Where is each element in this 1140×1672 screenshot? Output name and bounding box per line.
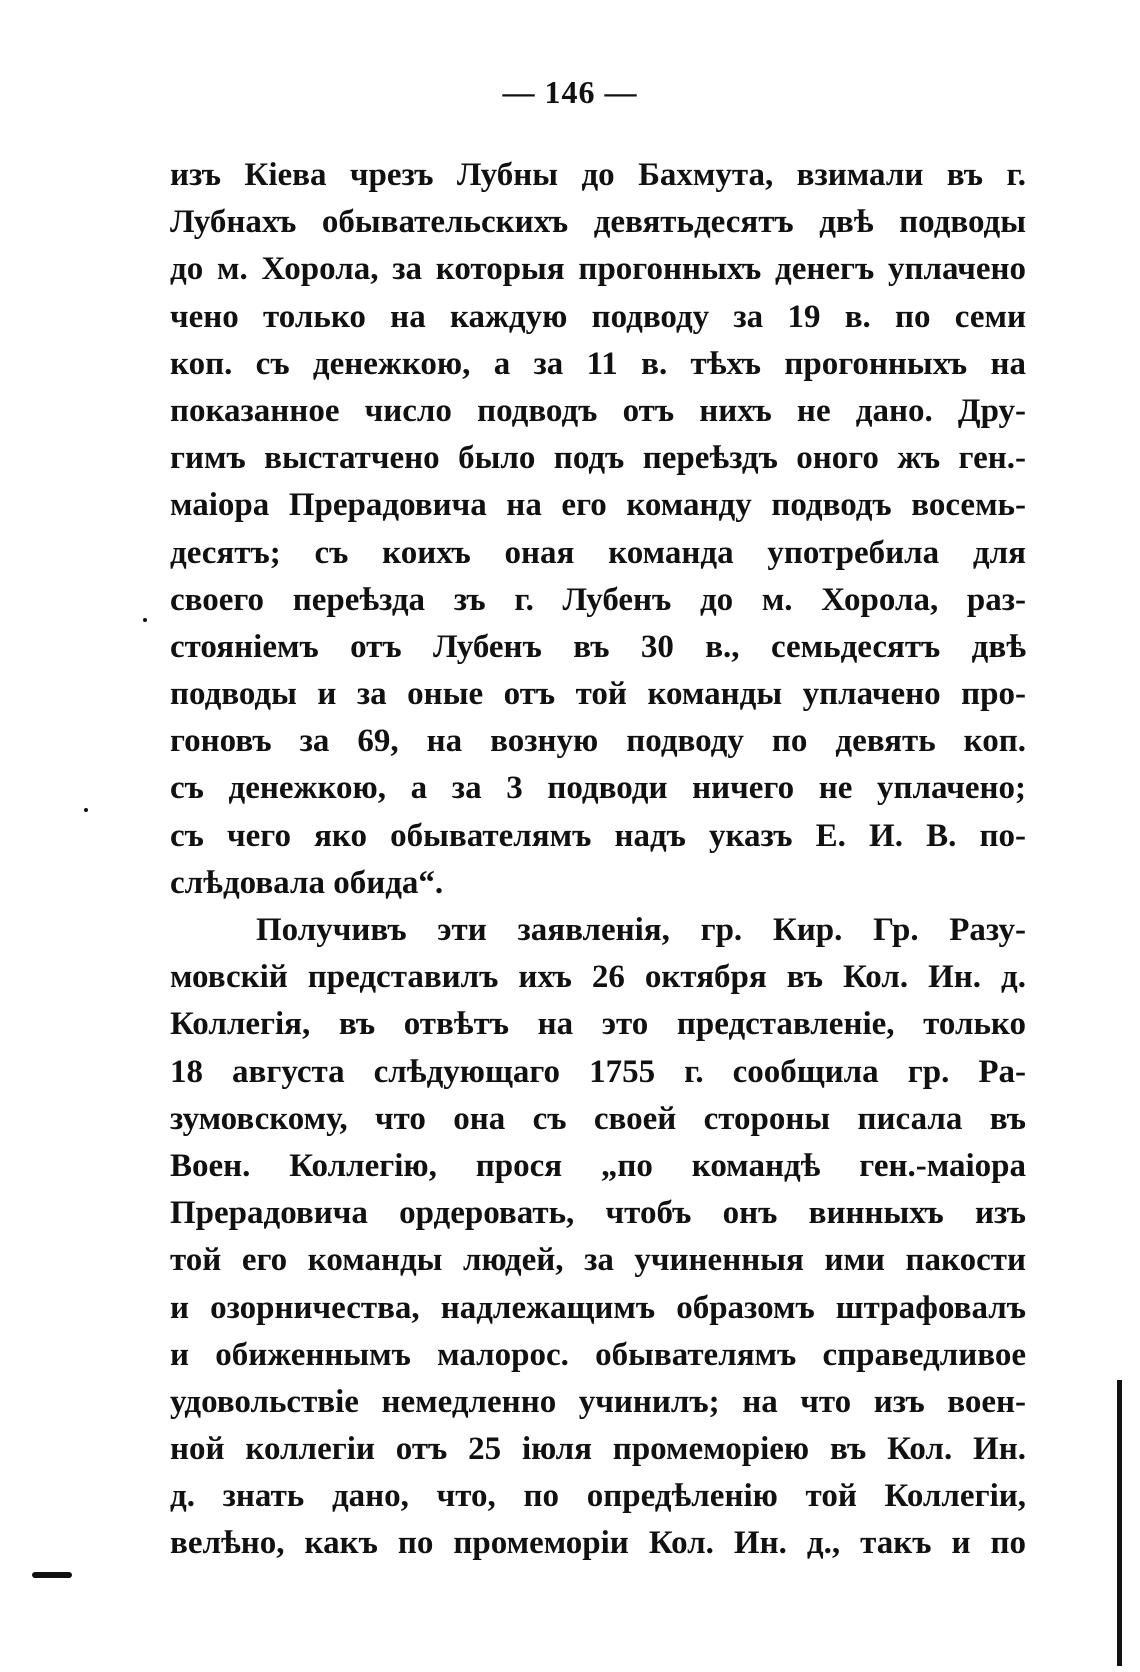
text-line: Прерадовича ордеровать, чтобъ онъ винныхъ изъ: [170, 1195, 1026, 1232]
text-line: гимъ выстатчено было подъ переѣздъ оного жъ ген.-: [170, 440, 1026, 477]
text-line: ной коллегіи отъ 25 іюля промеморіею въ Кол. Ин.: [170, 1431, 1026, 1468]
text-line: подводы и за оные отъ той команды уплачено про-: [170, 676, 1026, 713]
text-line: 18 августа слѣдующаго 1755 г. сообщила гр. Ра-: [170, 1053, 1026, 1090]
text-line: гоновъ за 69, на возную подводу по девять коп.: [170, 723, 1026, 760]
text-line: мовскій представилъ ихъ 26 октября въ Кол. Ин. д.: [170, 959, 1026, 996]
text-line: Коллегія, въ отвѣтъ на это представленіе, только: [170, 1006, 1026, 1043]
text-line: десятъ; съ коихъ оная команда употребила для: [170, 534, 1026, 571]
text-line: коп. съ денежкою, а за 11 в. тѣхъ прогонныхъ на: [170, 345, 1026, 382]
text-line: Воен. Коллегію, прося „по командѣ ген.-маіора: [170, 1147, 1026, 1184]
text-line: той его команды людей, за учиненныя ими пакости: [170, 1242, 1026, 1279]
scan-artifact-dot: [84, 808, 88, 812]
page-number: — 146 —: [502, 74, 638, 110]
text-line: съ денежкою, а за 3 подводи ничего не уплачено;: [170, 770, 1026, 807]
body-text: [170, 152, 1026, 1568]
text-line: показанное число подводъ отъ нихъ не дано. Дру-: [170, 392, 1026, 429]
scan-artifact-dot: [143, 618, 147, 622]
text-line: и озорничества, надлежащимъ образомъ штрафовалъ: [170, 1289, 1026, 1326]
text-line: до м. Хорола, за которыя прогонныхъ денегъ уплачено: [170, 251, 1026, 288]
scan-artifact-dash: [32, 1572, 72, 1578]
text-line: зумовскому, что она съ своей стороны писала въ: [170, 1100, 1026, 1137]
text-line: велѣно, какъ по промеморіи Кол. Ин. д., такъ и по: [170, 1525, 1026, 1562]
text-line: стояніемъ отъ Лубенъ въ 30 в., семьдесятъ двѣ: [170, 628, 1026, 665]
text-line: Лубнахъ обывательскихъ девятьдесятъ двѣ подводы: [170, 204, 1026, 241]
paragraph-start-line: Получивъ эти заявленія, гр. Кир. Гр. Разу-: [256, 912, 1026, 948]
text-line: съ чего яко обывателямъ надъ указъ Е. И. В. по-: [170, 817, 1026, 854]
text-line: маіора Прерадовича на его команду подводъ восемь-: [170, 487, 1026, 524]
text-line: слѣдовала обида“.: [170, 864, 444, 901]
text-line: д. знать дано, что, по опредѣленію той Коллегіи,: [170, 1478, 1026, 1515]
text-line: удовольствіе немедленно учинилъ; на что изъ воен-: [170, 1383, 1026, 1420]
scan-artifact-edge-bar: [1117, 1380, 1122, 1666]
text-line: своего переѣзда зъ г. Лубенъ до м. Хорола, раз-: [170, 581, 1026, 618]
text-line: чено только на каждую подводу за 19 в. по семи: [170, 298, 1026, 335]
text-line: изъ Кіева чрезъ Лубны до Бахмута, взимали въ г.: [170, 157, 1026, 193]
text-line: и обиженнымъ малорос. обывателямъ справедливое: [170, 1336, 1026, 1373]
